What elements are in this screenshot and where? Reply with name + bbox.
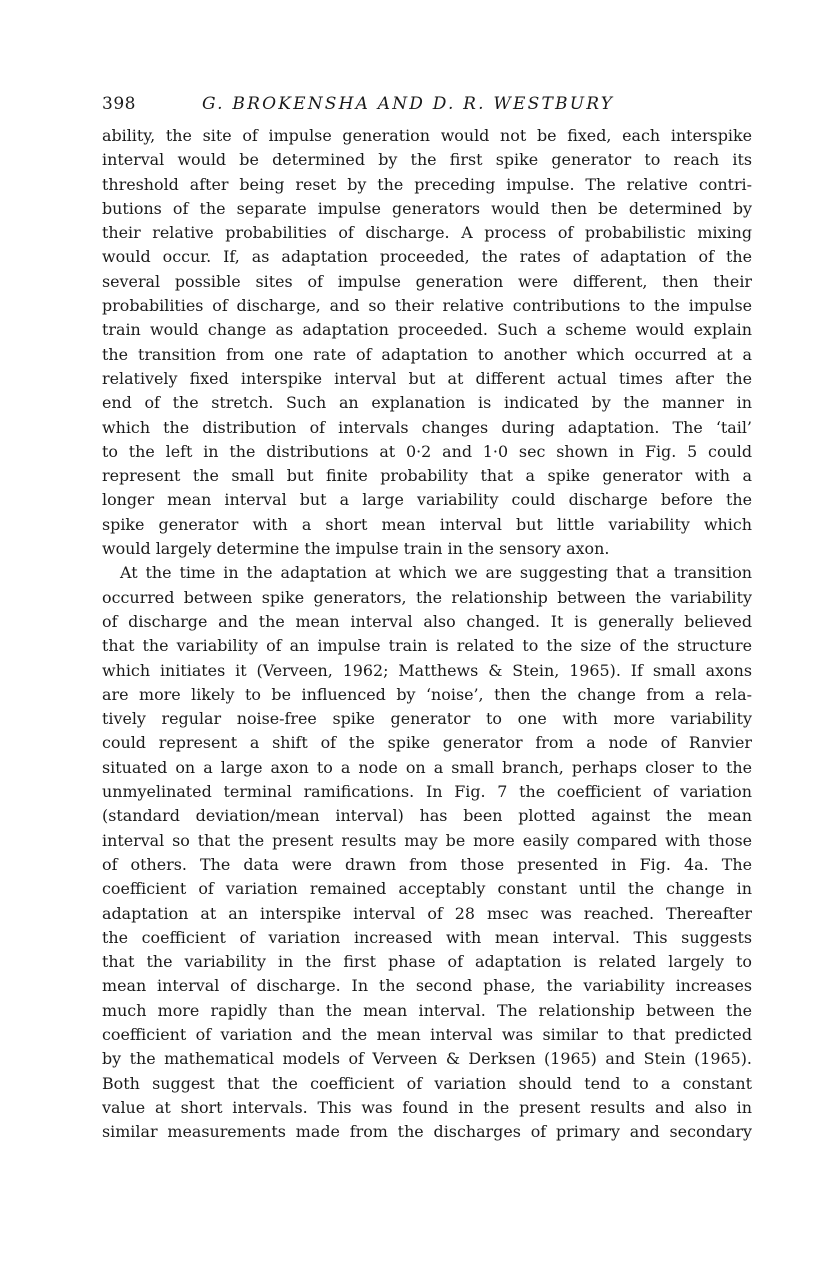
body-text xyxy=(102,124,752,1144)
text-line: to the left in the distributions at 0·2 and 1·0 sec shown in Fig. 5 could xyxy=(102,441,752,461)
running-head: G. BROKENSHA AND D. R. WESTBURY xyxy=(202,94,615,114)
text-line: that the variability of an impulse train is related to the size of the structure xyxy=(102,636,752,656)
text-line: At the time in the adaptation at which we are suggesting that a transition xyxy=(120,563,752,583)
text-line: ability, the site of impulse generation would not be fixed, each interspike xyxy=(102,126,752,145)
text-line: that the variability in the first phase of adaptation is related largely to xyxy=(102,952,752,972)
text-line: Both suggest that the coefficient of variation should tend to a constant xyxy=(102,1073,752,1093)
text-line: occurred between spike generators, the relationship between the variability xyxy=(102,587,752,607)
text-line: several possible sites of impulse generation were different, then their xyxy=(102,271,752,291)
text-line: similar measurements made from the discharges of primary and secondary xyxy=(102,1122,752,1142)
text-line: by the mathematical models of Verveen & Derksen (1965) and Stein (1965). xyxy=(102,1049,752,1069)
text-line: could represent a shift of the spike generator from a node of Ranvier xyxy=(102,733,752,753)
text-line: of others. The data were drawn from those presented in Fig. 4a. The xyxy=(102,854,752,874)
text-line: unmyelinated terminal ramifications. In Fig. 7 the coefficient of variation xyxy=(102,782,752,802)
text-line: spike generator with a short mean interval but little variability which xyxy=(102,514,752,534)
text-line: would largely determine the impulse train in the sensory axon. xyxy=(102,539,610,559)
paragraph-2 xyxy=(102,561,752,1144)
text-line: butions of the separate impulse generators would then be determined by xyxy=(102,198,752,218)
paragraph-1 xyxy=(102,124,752,561)
text-line: threshold after being reset by the preceding impulse. The relative contri- xyxy=(102,174,752,194)
text-line: coefficient of variation and the mean interval was similar to that predicted xyxy=(102,1024,752,1044)
text-line: which the distribution of intervals changes during adaptation. The ‘tail’ xyxy=(102,417,752,437)
text-line: train would change as adaptation proceeded. Such a scheme would explain xyxy=(102,320,752,340)
text-line: value at short intervals. This was found in the present results and also in xyxy=(102,1097,752,1117)
text-line: interval so that the present results may be more easily compared with those xyxy=(102,830,752,850)
text-line: much more rapidly than the mean interval. The relationship between the xyxy=(102,1000,752,1020)
text-line: adaptation at an interspike interval of 28 msec was reached. Thereafter xyxy=(102,903,752,923)
text-line: mean interval of discharge. In the second phase, the variability increases xyxy=(102,976,752,996)
text-line: represent the small but finite probability that a spike generator with a xyxy=(102,466,752,486)
page-header xyxy=(102,90,752,118)
text-line: the transition from one rate of adaptation to another which occurred at a xyxy=(102,344,752,364)
text-line: interval would be determined by the first spike generator to reach its xyxy=(102,150,752,170)
text-line: longer mean interval but a large variability could discharge before the xyxy=(102,490,752,510)
text-line: situated on a large axon to a node on a small branch, perhaps closer to the xyxy=(102,757,752,777)
text-line: which initiates it (Verveen, 1962; Matthews & Stein, 1965). If small axons xyxy=(102,660,752,680)
journal-page xyxy=(102,90,752,1144)
text-line: would occur. If, as adaptation proceeded, the rates of adaptation of the xyxy=(102,247,752,267)
text-line: the coefficient of variation increased with mean interval. This suggests xyxy=(102,927,752,947)
text-line: tively regular noise-free spike generator to one with more variability xyxy=(102,709,752,729)
text-line: relatively fixed interspike interval but at different actual times after the xyxy=(102,368,752,388)
text-line: probabilities of discharge, and so their relative contributions to the impulse xyxy=(102,296,752,316)
text-line: end of the stretch. Such an explanation is indicated by the manner in xyxy=(102,393,752,413)
page-number: 398 xyxy=(102,94,136,114)
text-line: of discharge and the mean interval also changed. It is generally believed xyxy=(102,611,752,631)
text-line: (standard deviation/mean interval) has been plotted against the mean xyxy=(102,806,752,826)
text-line: their relative probabilities of discharge. A process of probabilistic mixing xyxy=(102,223,752,243)
text-line: are more likely to be influenced by ‘noise’, then the change from a rela- xyxy=(102,684,752,704)
text-line: coefficient of variation remained acceptably constant until the change in xyxy=(102,879,752,899)
